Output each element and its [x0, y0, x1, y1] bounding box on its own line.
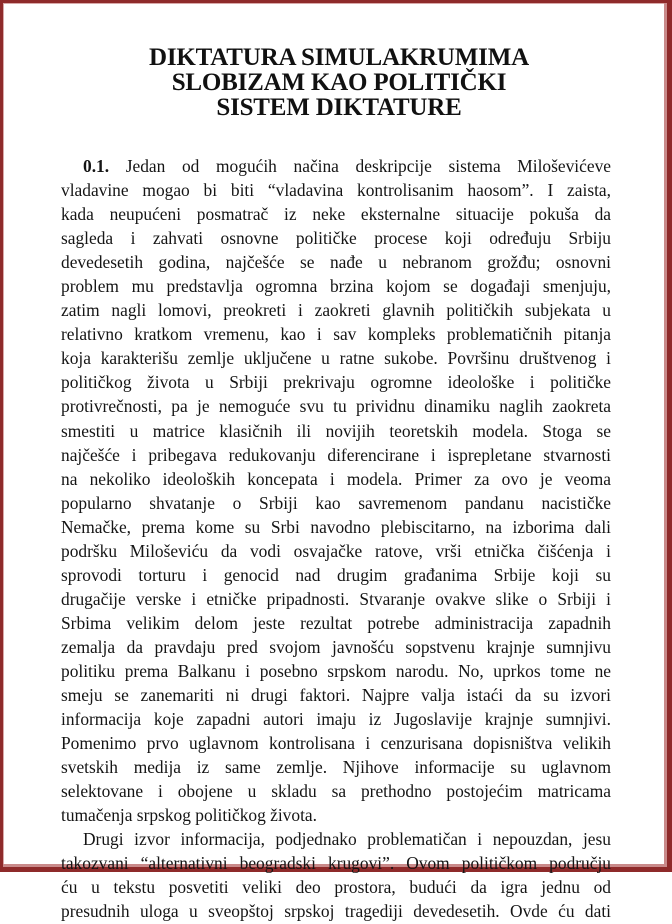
text-line: politiku prema Balkanu i posebno srpskom narodu. No, uprkos tome ne: [61, 660, 611, 681]
text-line: smeju se zanemariti ni drugi faktori. Najpre valja istaći da su izvori: [61, 685, 611, 706]
text-line: informacija koje zapadni autori imaju iz Jugoslavije krajnje sumnjivi.: [61, 709, 611, 730]
document-title: [3, 45, 672, 120]
text-line: kada neupućeni posmatrač iz neke eksternalne situacije pokuša da: [61, 204, 611, 225]
text-line: popularno shvatanje o Srbiji kao savremenom pandanu nacističke: [61, 492, 611, 513]
text-line: vladavine mogao bi biti “vladavina kontrolisanim haosom”. I zaista,: [61, 180, 611, 201]
paragraph-1: [61, 154, 611, 827]
title-line-3: SISTEM DIKTATURE: [216, 94, 462, 121]
document-body: [61, 154, 611, 924]
title-line-1: DIKTATURA SIMULAKRUMIMA: [149, 44, 529, 71]
text-line: koja karakterišu zemlje uključene u ratne sukobe. Površinu društvenog i: [61, 348, 611, 369]
text-line: 0.1. Jedan od mogućih načina deskripcije sistema Miloševićeve: [83, 156, 611, 176]
text-line: podršku Miloševiću da vodi osvajačke ratove, vrši etnička čišćenja i: [61, 540, 611, 561]
text-line: sagleda i zahvati osnovne političke procese koji određuju Srbiju: [61, 228, 611, 249]
text-line: na nekoliko ideoloških koncepata i modela. Primer za ovo je veoma: [61, 468, 611, 489]
text-line: zatim nagli lomovi, preokreti i zaokreti glavnih političkih subjekata u: [61, 300, 611, 321]
text-line: selektovane i obojene u skladu sa prethodno postojećim matricama: [61, 781, 611, 802]
text-line: drugačije verske i etničke pripadnosti. Stvaranje ovakve slike o Srbiji i: [61, 588, 611, 609]
text-line: svetskih medija iz same zemlje. Njihove informacije su uglavnom: [61, 757, 611, 778]
text-line: ću u tekstu posvetiti veliki deo prostora, budući da igra jednu od: [61, 877, 611, 898]
text-line: protivrečnosti, pa je nemoguće svu tu prividnu dinamiku naglih zaokreta: [61, 396, 611, 417]
text-line: političkog života u Srbiji prekrivaju ogromne ideološke i političke: [61, 372, 611, 393]
text-line: Pomenimo prvo uglavnom kontrolisana i cenzurisana dopisništva velikih: [61, 733, 611, 754]
text-line: devedesetih godina, najčešće se nađe u nebranom grožđu; osnovni: [61, 252, 611, 273]
text-line: tumačenja srpskog političkog života.: [61, 805, 317, 826]
text-line: takozvani “alternativni beogradski krugovi”. Ovom političkom području: [61, 853, 611, 874]
text-line: sprovodi torturu i genocid nad drugim građanima Srbije koji su: [61, 564, 611, 585]
text-line: Srbima velikim delom jeste rezultat potrebe administracija zapadnih: [61, 612, 611, 633]
paragraph-2: [61, 827, 611, 923]
text-line: problem mu predstavlja ogromna brzina kojom se događaji smenjuju,: [61, 276, 611, 297]
text-line: relativno kratkom vremenu, kao i sav kompleks problematičnih pitanja: [61, 324, 611, 345]
text-line: presudnih uloga u sveopštoj srpskoj tragediji devedesetih. Ovde ću dati: [61, 901, 611, 922]
text-line: Nemačke, prema kome su Srbi navodno plebiscitarno, na izborima dali: [61, 516, 611, 537]
text-line: zemalja da pravdaju pred svojom javnošću sopstvenu krajnje sumnjivu: [61, 636, 611, 657]
text-line: smestiti u matrice klasičnih ili novijih teoretskih modela. Stoga se: [61, 420, 611, 441]
title-line-2: SLOBIZAM KAO POLITIČKI: [171, 69, 507, 96]
text-line: Drugi izvor informacija, podjednako problematičan i nepouzdan, jesu: [83, 829, 611, 850]
text-line: najčešće i pribegava redukovanju diferencirane i isprepletane stvarnosti: [61, 444, 611, 465]
section-number: 0.1.: [83, 156, 110, 176]
